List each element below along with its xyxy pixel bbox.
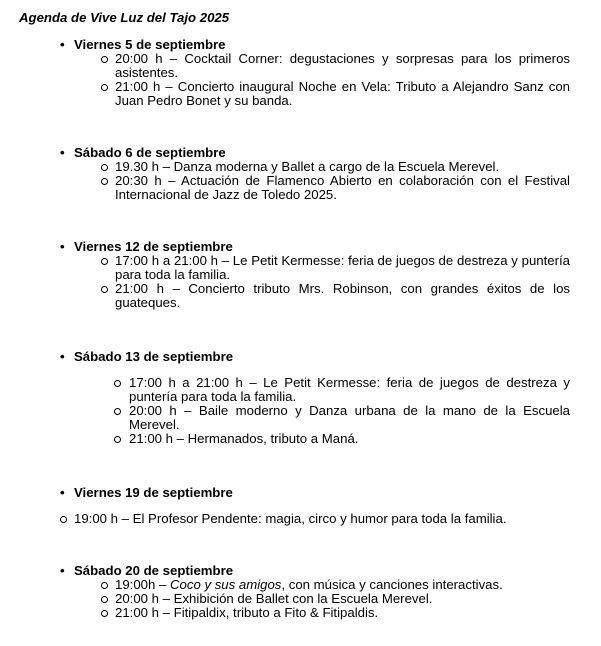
day-heading-viernes-5 bbox=[60, 38, 226, 52]
circle-bullet-icon bbox=[60, 516, 67, 523]
circle-bullet-icon bbox=[101, 164, 108, 171]
bullet-icon: • bbox=[60, 563, 65, 578]
day-heading-label: Viernes 19 de septiembre bbox=[74, 485, 233, 500]
day-heading-sabado-6 bbox=[60, 146, 226, 160]
event-text: 21:00 h – Hermanados, tributo a Maná. bbox=[129, 431, 359, 446]
event-text: 21:00 h – Fitipaldix, tributo a Fito & Fitipaldis. bbox=[115, 605, 379, 620]
circle-bullet-icon bbox=[101, 178, 108, 185]
list-item bbox=[115, 606, 570, 620]
list-item bbox=[129, 432, 570, 446]
bullet-icon: • bbox=[60, 145, 65, 160]
list-item bbox=[115, 578, 570, 592]
list-item bbox=[115, 282, 570, 310]
event-text: 20:00 h – Exhibición de Ballet con la Escuela Merevel. bbox=[115, 591, 433, 606]
page-title: Agenda de Vive Luz del Tajo 2025 bbox=[19, 10, 230, 25]
event-text: 19:00 h – El Profesor Pendente: magia, circo y humor para toda la familia. bbox=[74, 511, 507, 526]
day-heading-label: Sábado 6 de septiembre bbox=[74, 145, 226, 160]
list-item bbox=[115, 80, 570, 108]
event-text: 17:00 h a 21:00 h – Le Petit Kermesse: feria de juegos de destreza y puntería para toda la familia. bbox=[129, 375, 570, 404]
list-item bbox=[129, 376, 570, 404]
list-item bbox=[115, 254, 570, 282]
event-name: Coco y sus amigos bbox=[170, 577, 282, 592]
bullet-icon: • bbox=[60, 485, 65, 500]
day-heading-sabado-20 bbox=[60, 564, 233, 578]
list-item bbox=[115, 160, 570, 174]
list-item bbox=[115, 174, 570, 202]
day-heading-label: Viernes 5 de septiembre bbox=[74, 37, 226, 52]
circle-bullet-icon bbox=[114, 380, 121, 387]
day-heading-sabado-13 bbox=[60, 350, 233, 364]
event-text: 20:00 h – Cocktail Corner: degustaciones y sorpresas para los primeros asistentes. bbox=[115, 51, 570, 80]
bullet-icon: • bbox=[60, 37, 65, 52]
list-item bbox=[74, 512, 570, 526]
circle-bullet-icon bbox=[101, 610, 108, 617]
list-item bbox=[115, 52, 570, 80]
circle-bullet-icon bbox=[101, 582, 108, 589]
day-heading-label: Sábado 20 de septiembre bbox=[74, 563, 234, 578]
circle-bullet-icon bbox=[101, 56, 108, 63]
event-text: 17:00 h a 21:00 h – Le Petit Kermesse: feria de juegos de destreza y puntería para toda la familia. bbox=[115, 253, 570, 282]
bullet-icon: • bbox=[60, 239, 65, 254]
circle-bullet-icon bbox=[101, 286, 108, 293]
day-heading-viernes-12 bbox=[60, 240, 233, 254]
bullet-icon: • bbox=[60, 349, 65, 364]
circle-bullet-icon bbox=[101, 258, 108, 265]
circle-bullet-icon bbox=[114, 436, 121, 443]
list-item bbox=[129, 404, 570, 432]
circle-bullet-icon bbox=[114, 408, 121, 415]
day-heading-label: Sábado 13 de septiembre bbox=[74, 349, 234, 364]
event-text: 20:00 h – Baile moderno y Danza urbana de la mano de la Escuela Merevel. bbox=[129, 403, 570, 432]
day-heading-label: Viernes 12 de septiembre bbox=[74, 239, 233, 254]
event-text: 21:00 h – Concierto tributo Mrs. Robinson, con grandes éxitos de los guateques. bbox=[115, 281, 570, 310]
event-text: 20:30 h – Actuación de Flamenco Abierto en colaboración con el Festival Internacional de Jazz de Toledo 2025. bbox=[115, 173, 570, 202]
day-heading-viernes-19 bbox=[60, 486, 233, 500]
list-item bbox=[115, 592, 570, 606]
circle-bullet-icon bbox=[101, 84, 108, 91]
circle-bullet-icon bbox=[101, 596, 108, 603]
event-time: 19:00h – bbox=[115, 577, 170, 592]
event-text: 19.30 h – Danza moderna y Ballet a cargo de la Escuela Merevel. bbox=[115, 159, 500, 174]
event-description: , con música y canciones interactivas. bbox=[281, 577, 503, 592]
event-text: 21:00 h – Concierto inaugural Noche en Vela: Tributo a Alejandro Sanz con Juan Pedro Bonet y su banda. bbox=[115, 79, 570, 108]
